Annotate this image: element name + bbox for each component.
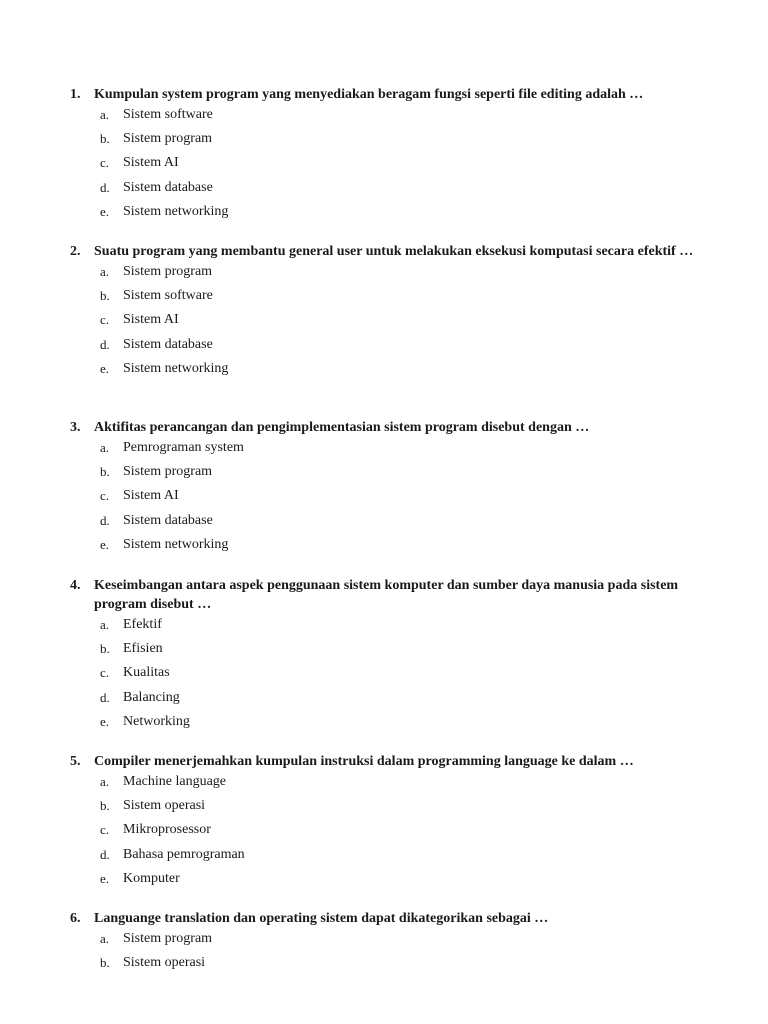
question-3 xyxy=(70,418,710,560)
option-c xyxy=(70,154,710,178)
option-d xyxy=(70,846,710,870)
option-c xyxy=(70,311,710,335)
option-d xyxy=(70,689,710,713)
option-text: Sistem database xyxy=(123,512,213,528)
option-b xyxy=(70,130,710,154)
question-number: 6. xyxy=(70,911,81,926)
question-text: Keseimbangan antara aspek penggunaan sistem komputer dan sumber daya manusia pada sistem program disebut … xyxy=(94,578,679,612)
option-text: Sistem database xyxy=(123,179,213,195)
option-text: Balancing xyxy=(123,689,180,705)
option-letter: c. xyxy=(100,665,110,681)
option-text: Sistem program xyxy=(123,264,213,279)
question-header xyxy=(70,418,710,437)
option-letter: a. xyxy=(100,617,110,632)
option-text: Kualitas xyxy=(123,665,170,681)
option-letter: e. xyxy=(100,203,110,219)
option-text: Sistem program xyxy=(123,464,213,480)
option-text: Sistem AI xyxy=(123,488,179,504)
question-header xyxy=(70,909,710,928)
option-e xyxy=(70,536,710,560)
option-a xyxy=(70,106,710,130)
option-letter: d. xyxy=(100,336,110,352)
option-a xyxy=(70,930,710,954)
option-text: Bahasa pemrograman xyxy=(123,846,245,862)
question-5 xyxy=(70,752,710,894)
option-a xyxy=(70,773,710,797)
option-letter: c. xyxy=(100,822,110,838)
option-letter: a. xyxy=(100,107,110,122)
question-header xyxy=(70,85,710,104)
option-list xyxy=(70,439,710,560)
option-b xyxy=(70,954,710,978)
option-text: Sistem software xyxy=(123,107,213,122)
option-text: Sistem AI xyxy=(123,312,179,328)
option-letter: b. xyxy=(100,131,110,147)
option-text: Sistem program xyxy=(123,131,213,147)
option-letter: a. xyxy=(100,774,110,789)
question-header xyxy=(70,576,710,614)
option-a xyxy=(70,616,710,640)
question-number: 4. xyxy=(70,578,81,593)
question-number: 5. xyxy=(70,754,81,769)
option-letter: d. xyxy=(100,689,110,705)
option-letter: c. xyxy=(100,155,110,171)
option-letter: e. xyxy=(100,360,110,376)
question-number: 3. xyxy=(70,420,81,435)
option-letter: e. xyxy=(100,536,110,552)
option-a xyxy=(70,439,710,463)
option-text: Sistem database xyxy=(123,336,213,352)
option-letter: b. xyxy=(100,798,110,814)
option-list xyxy=(70,263,710,384)
question-2 xyxy=(70,242,710,384)
option-text: Sistem AI xyxy=(123,155,179,171)
option-letter: b. xyxy=(100,464,110,480)
option-letter: a. xyxy=(100,440,110,455)
option-b xyxy=(70,463,710,487)
option-e xyxy=(70,870,710,894)
option-d xyxy=(70,179,710,203)
option-text: Sistem software xyxy=(123,288,213,304)
question-text: Aktifitas perancangan dan pengimplementasian sistem program disebut dengan … xyxy=(94,420,590,435)
option-c xyxy=(70,821,710,845)
question-4 xyxy=(70,576,710,737)
option-text: Pemrograman system xyxy=(123,440,244,455)
option-b xyxy=(70,640,710,664)
option-letter: d. xyxy=(100,512,110,528)
option-letter: c. xyxy=(100,488,110,504)
option-b xyxy=(70,797,710,821)
question-number: 2. xyxy=(70,244,81,259)
question-text: Languange translation dan operating sistem dapat dikategorikan sebagai … xyxy=(94,911,549,926)
option-text: Komputer xyxy=(123,870,180,886)
option-letter: a. xyxy=(100,931,110,946)
option-text: Sistem networking xyxy=(123,203,229,219)
question-1 xyxy=(70,85,710,227)
option-letter: d. xyxy=(100,179,110,195)
question-text: Compiler menerjemahkan kumpulan instruksi dalam programming language ke dalam … xyxy=(94,754,634,769)
option-letter: a. xyxy=(100,264,110,279)
option-list xyxy=(70,616,710,737)
option-text: Sistem networking xyxy=(123,536,229,552)
question-text: Suatu program yang membantu general user untuk melakukan eksekusi komputasi secara efektif … xyxy=(94,244,694,259)
question-6 xyxy=(70,909,710,978)
question-text: Kumpulan system program yang menyediakan beragam fungsi seperti file editing adalah … xyxy=(94,87,644,102)
option-text: Sistem program xyxy=(123,931,213,946)
option-text: Efisien xyxy=(123,641,163,657)
option-text: Sistem operasi xyxy=(123,955,206,971)
option-text: Sistem networking xyxy=(123,360,229,376)
option-letter: b. xyxy=(100,288,110,304)
option-text: Efektif xyxy=(123,617,162,632)
option-letter: c. xyxy=(100,312,110,328)
option-d xyxy=(70,336,710,360)
option-c xyxy=(70,487,710,511)
option-letter: e. xyxy=(100,713,110,729)
question-header xyxy=(70,242,710,261)
option-e xyxy=(70,360,710,384)
question-header xyxy=(70,752,710,771)
question-number: 1. xyxy=(70,87,81,102)
option-list xyxy=(70,773,710,894)
option-list xyxy=(70,106,710,227)
option-text: Mikroprosessor xyxy=(123,822,211,838)
option-letter: b. xyxy=(100,955,110,971)
option-letter: b. xyxy=(100,641,110,657)
option-text: Networking xyxy=(123,713,190,729)
option-letter: d. xyxy=(100,846,110,862)
option-letter: e. xyxy=(100,870,110,886)
option-b xyxy=(70,287,710,311)
option-a xyxy=(70,263,710,287)
option-list xyxy=(70,930,710,978)
option-text: Sistem operasi xyxy=(123,798,206,814)
option-text: Machine language xyxy=(123,774,227,789)
option-e xyxy=(70,713,710,737)
option-e xyxy=(70,203,710,227)
option-c xyxy=(70,664,710,688)
option-d xyxy=(70,512,710,536)
